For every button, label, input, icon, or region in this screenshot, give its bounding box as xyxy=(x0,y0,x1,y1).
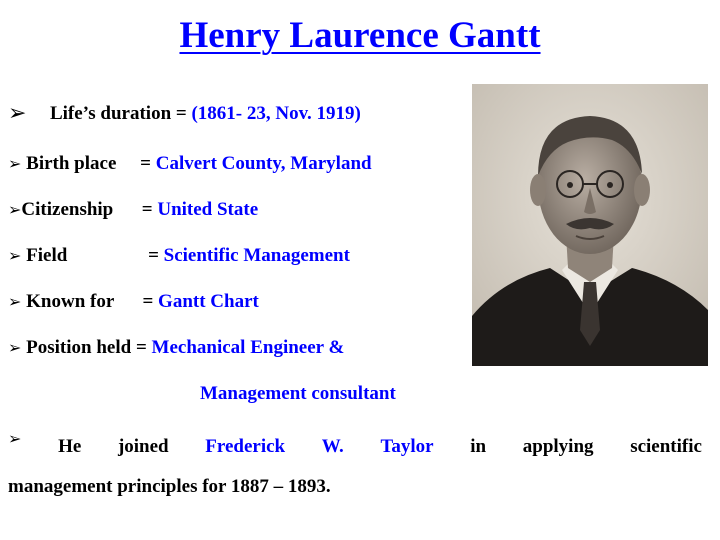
paragraph-word: W. xyxy=(321,436,344,457)
info-label: Field = xyxy=(26,245,164,266)
info-value-continued: Management consultant xyxy=(200,383,396,404)
paragraph-line-1 xyxy=(8,427,702,467)
summary-paragraph xyxy=(8,427,702,507)
info-item-known-for xyxy=(8,290,259,314)
info-item-birthplace xyxy=(8,152,372,176)
info-value: Gantt Chart xyxy=(158,291,259,312)
arrow-bullet-icon: ➢ xyxy=(8,292,22,311)
info-value: Scientific Management xyxy=(163,245,350,266)
info-label: Position held = xyxy=(26,337,152,358)
paragraph-word: joined xyxy=(117,436,169,457)
info-value: Mechanical Engineer & xyxy=(151,337,345,358)
arrow-bullet-icon: ➢ xyxy=(8,200,22,219)
portrait-photo xyxy=(472,84,708,366)
arrow-bullet-icon: ➢ xyxy=(8,246,22,265)
paragraph-word: scientific xyxy=(630,436,702,457)
slide-title: Henry Laurence Gantt xyxy=(179,15,541,56)
arrow-bullet-icon: ➢ xyxy=(8,429,22,448)
info-value: Calvert County, Maryland xyxy=(155,153,372,174)
info-label: Known for = xyxy=(26,291,159,312)
arrow-bullet-icon: ➢ xyxy=(8,154,22,173)
info-label: Life’s duration = xyxy=(49,103,192,124)
info-item-field xyxy=(8,244,350,268)
arrow-bullet-icon: ➢ xyxy=(8,101,27,126)
paragraph-word: in xyxy=(470,436,487,457)
info-item-citizenship xyxy=(8,198,258,222)
arrow-bullet-icon: ➢ xyxy=(8,338,22,357)
paragraph-word: Taylor xyxy=(380,436,434,457)
info-item-lifespan xyxy=(8,102,361,126)
paragraph-line-2: management principles for 1887 – 1893. xyxy=(8,476,331,497)
info-value: United State xyxy=(157,199,259,220)
info-label: Birth place = xyxy=(26,153,156,174)
info-item-position xyxy=(8,336,344,360)
paragraph-word: Frederick xyxy=(205,436,286,457)
info-label: Citizenship = xyxy=(21,199,158,220)
paragraph-word: applying xyxy=(522,436,594,457)
info-value: (1861- 23, Nov. 1919) xyxy=(191,103,361,124)
paragraph-word: He xyxy=(58,436,82,457)
